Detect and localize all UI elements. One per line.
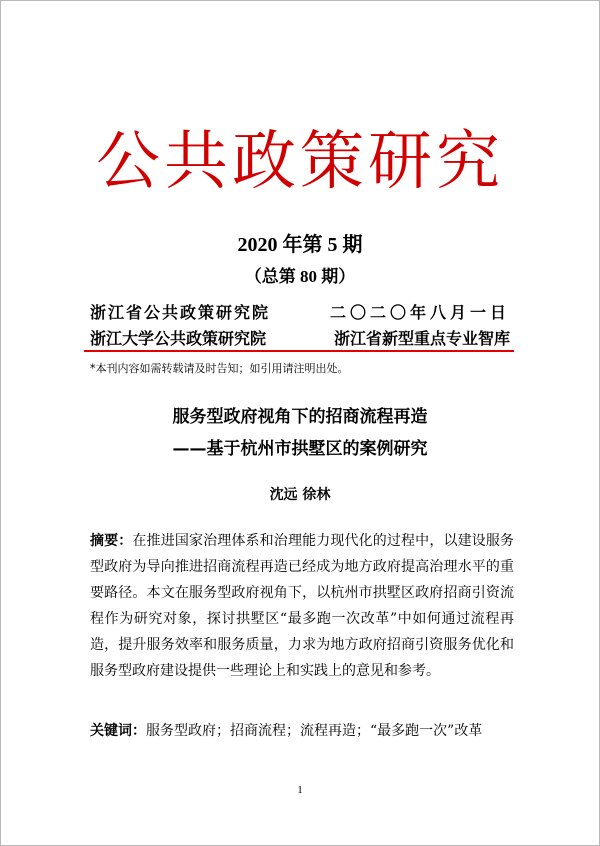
header-divider — [84, 350, 514, 352]
abstract-label: 摘要： — [90, 533, 133, 549]
journal-title: 公共政策研究 — [96, 125, 504, 199]
keywords — [90, 718, 514, 744]
article-title: 服务型政府视角下的招商流程再造 — [172, 407, 428, 427]
article-authors: 沈远 徐林 — [269, 487, 331, 503]
co-publisher-institute: 浙江大学公共政策研究院 — [90, 329, 267, 348]
abstract — [90, 528, 514, 684]
total-issue-number: （总第 80 期） — [244, 267, 356, 286]
think-tank-label: 浙江省新型重点专业智库 — [333, 329, 510, 348]
keywords-label: 关键词： — [90, 723, 146, 739]
publisher-row-2 — [90, 326, 510, 348]
article-subtitle: ——基于杭州市拱墅区的案例研究 — [172, 439, 428, 459]
keywords-text: 服务型政府；招商流程；流程再造；“最多跑一次”改革 — [146, 723, 483, 739]
publisher-institute: 浙江省公共政策研究院 — [90, 303, 271, 322]
issue-number: 2020 年第 5 期 — [237, 234, 363, 256]
publisher-row-1 — [90, 300, 510, 322]
page-number: 1 — [297, 784, 303, 796]
abstract-text: 在推进国家治理体系和治理能力现代化的过程中，以建设服务型政府为导向推进招商流程再造已经成为地方政府提高治理水平的重要路径。本文在服务型政府视角下，以杭州市拱墅区政府招商引资流程作为研究对象，探讨拱墅区“最多跑一次改革”中如何通过流程再造，提升服务效率和服务质量，力求为地方政府招商引资服务优化和服务型政府建设提供一些理论上和实践上的意见和参考。 — [90, 533, 515, 679]
reprint-notice: *本刊内容如需转载请及时告知；如引用请注明出处。 — [90, 362, 349, 375]
publication-date: 二〇二〇年八月一日 — [329, 303, 510, 322]
